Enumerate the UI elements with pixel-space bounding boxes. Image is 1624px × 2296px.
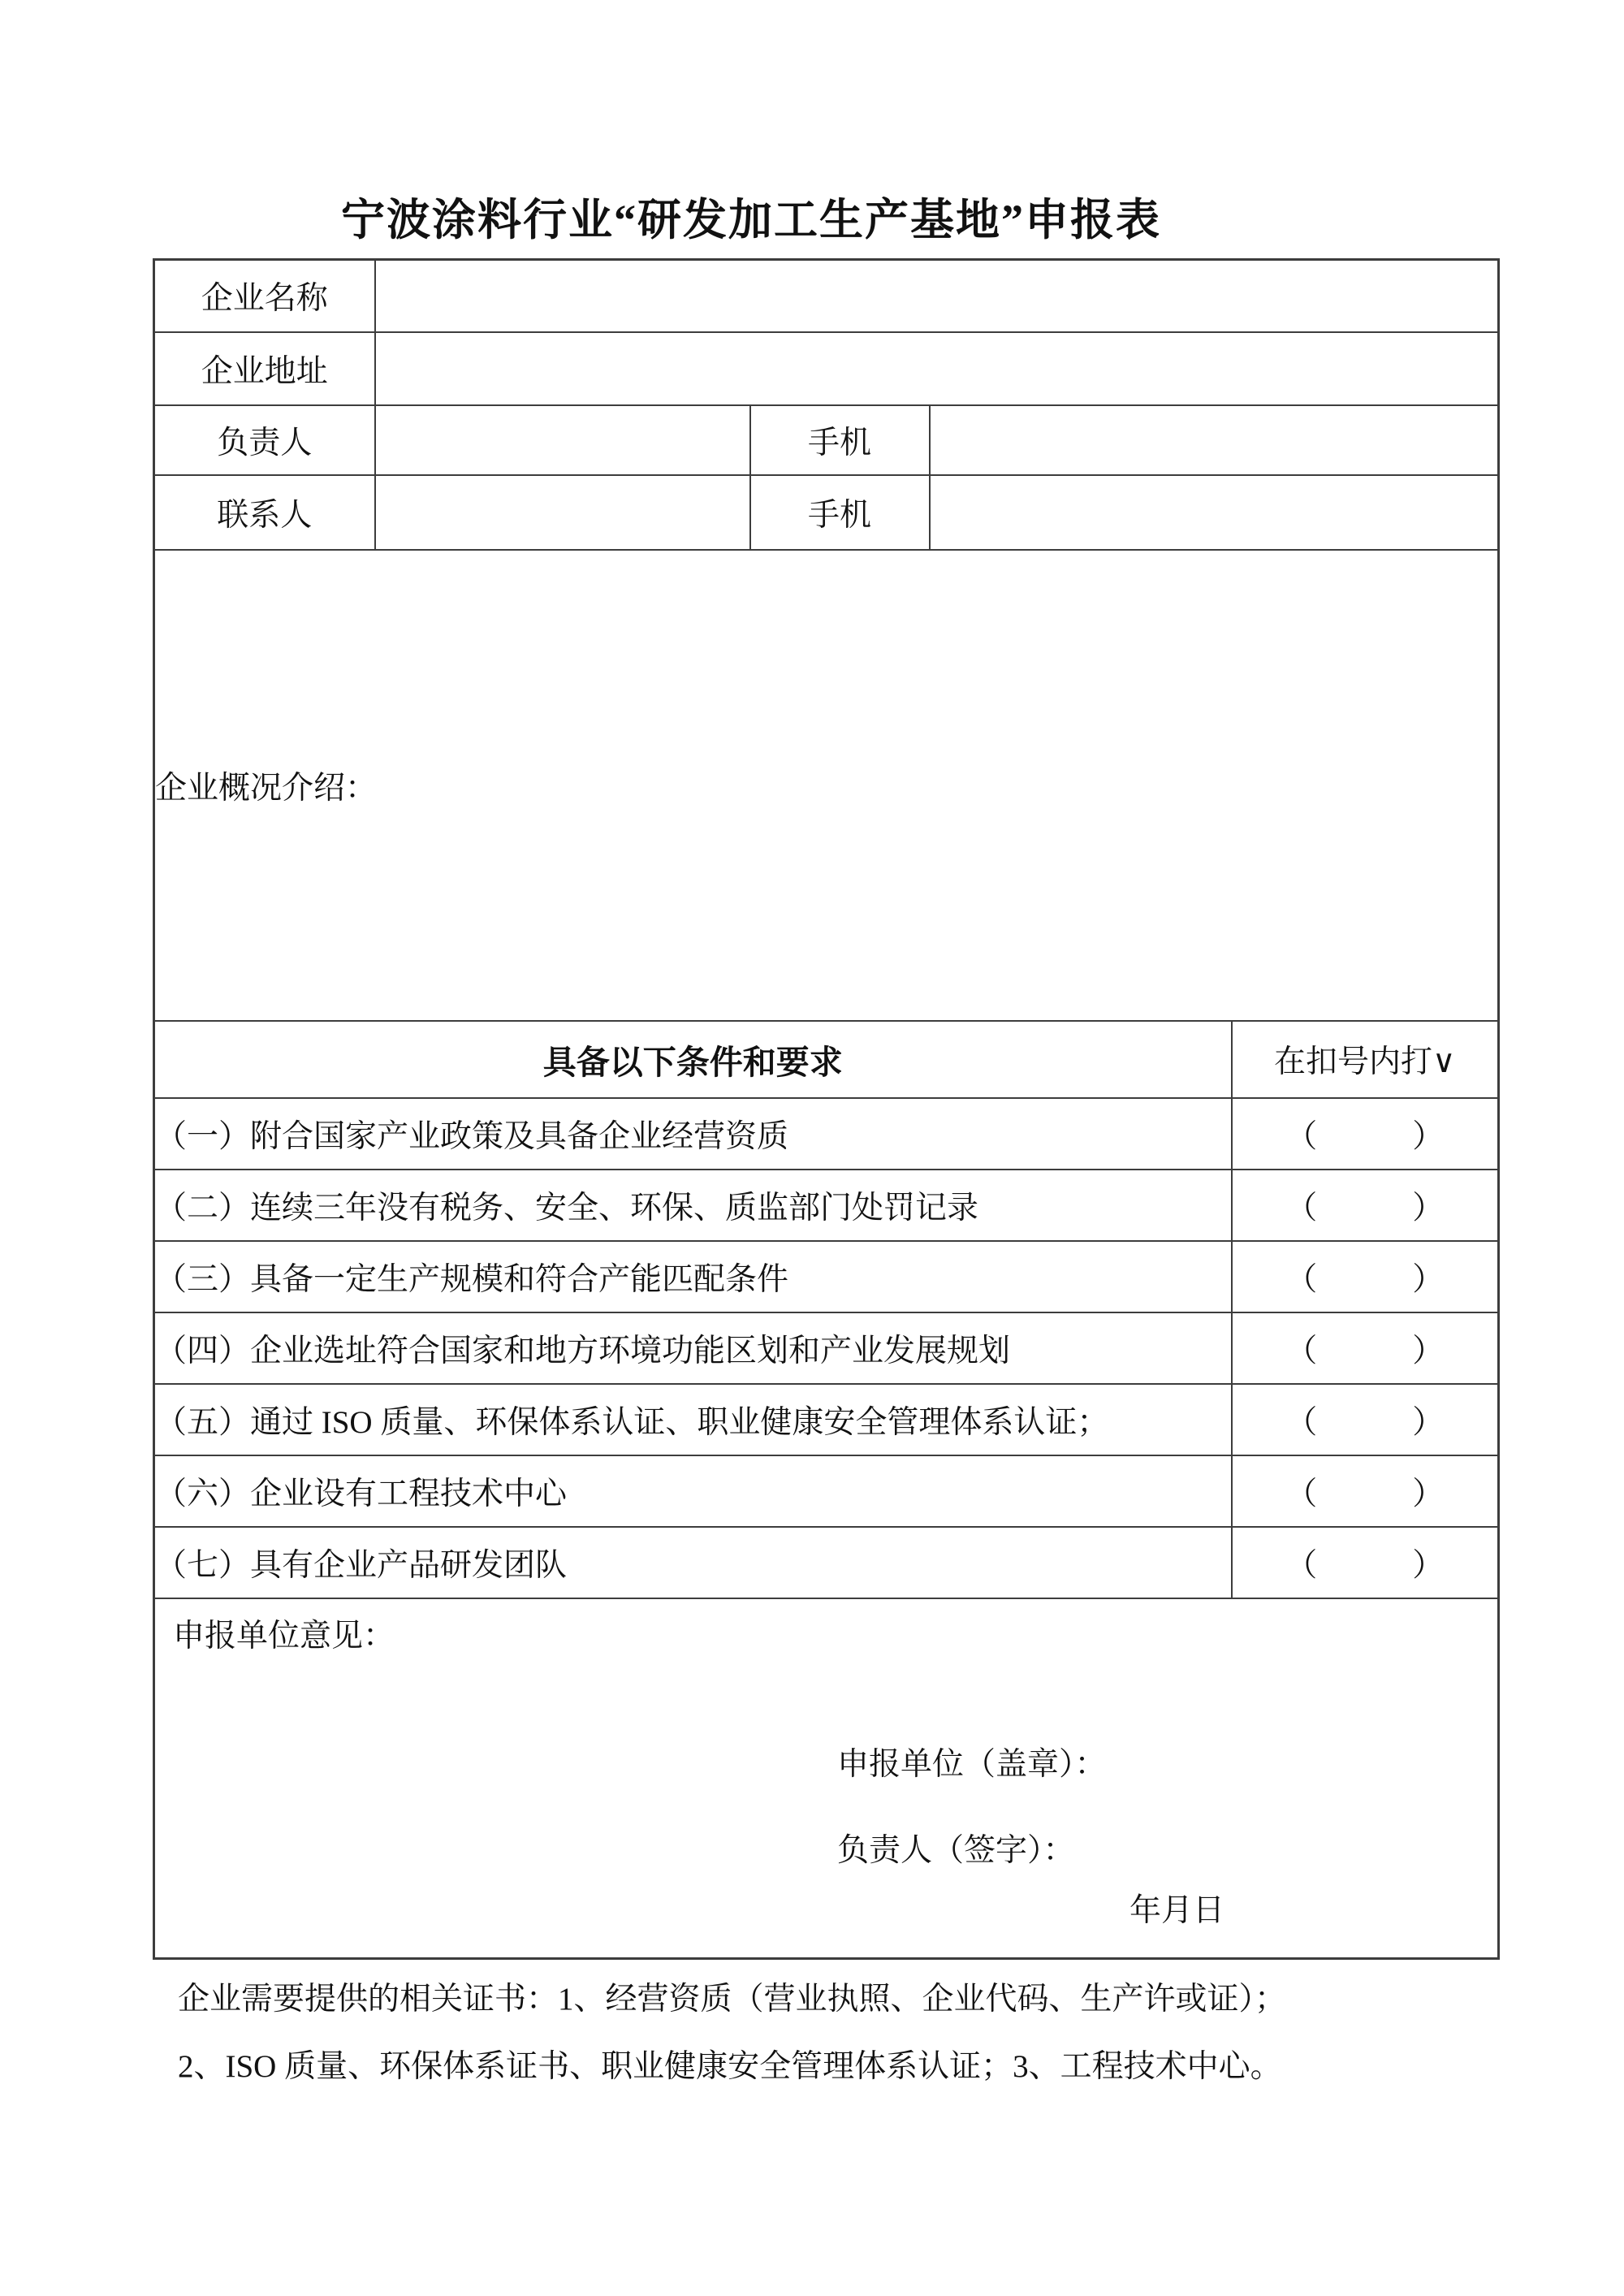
footer-notes (178, 1965, 1542, 2100)
table-row (154, 1021, 1499, 1098)
condition-item-6: （六）企业设有工程技术中心 (154, 1455, 1232, 1527)
company-name-field[interactable] (375, 260, 1499, 332)
footer-note-line-1: 企业需要提供的相关证书：1、经营资质（营业执照、企业代码、生产许或证）； (178, 1982, 1287, 2017)
table-row (154, 1312, 1499, 1384)
table-row (154, 1384, 1499, 1455)
principal-mobile-field[interactable] (930, 405, 1499, 475)
table-row (154, 1527, 1499, 1598)
table-row (154, 260, 1499, 332)
principal-signature-line: 负责人（签字）： (837, 1832, 1075, 1868)
company-address-field[interactable] (375, 332, 1499, 405)
condition-checkbox-5[interactable]: （ ） (1232, 1384, 1499, 1455)
table-row (154, 1241, 1499, 1312)
declaring-unit-seal-line: 申报单位（盖章）： (837, 1746, 1107, 1782)
condition-checkbox-3[interactable]: （ ） (1232, 1241, 1499, 1312)
company-profile-field[interactable] (154, 550, 1499, 1021)
condition-item-7: （七）具有企业产品研发团队 (154, 1527, 1232, 1598)
declaring-unit-opinion-field[interactable] (154, 1598, 1499, 1959)
contact-label: 联系人 (154, 475, 375, 550)
condition-checkbox-4[interactable]: （ ） (1232, 1312, 1499, 1384)
contact-field[interactable] (375, 475, 750, 550)
condition-checkbox-1[interactable]: （ ） (1232, 1098, 1499, 1170)
declaring-unit-opinion-label: 申报单位意见： (173, 1618, 395, 1654)
table-row (154, 1098, 1499, 1170)
table-row (154, 1170, 1499, 1241)
condition-item-4: （四）企业选址符合国家和地方环境功能区划和产业发展规划 (154, 1312, 1232, 1384)
principal-field[interactable] (375, 405, 750, 475)
footer-note-line-2: 2、ISO 质量、环保体系证书、职业健康安全管理体系认证；3、工程技术中心。 (178, 2049, 1282, 2084)
table-row (154, 475, 1499, 550)
company-name-label: 企业名称 (154, 260, 375, 332)
condition-item-1: （一）附合国家产业政策及具备企业经营资质 (154, 1098, 1232, 1170)
page-title: 宁波涂料行业“研发加工生产基地”申报表 (341, 196, 1161, 244)
table-row (154, 332, 1499, 405)
company-profile-label: 企业概况介绍： (155, 770, 378, 806)
table-row (154, 550, 1499, 1021)
conditions-header-left: 具备以下条件和要求 (154, 1021, 1232, 1098)
date-line: 年月日 (1129, 1892, 1225, 1928)
condition-item-5: （五）通过 ISO 质量、环保体系认证、职业健康安全管理体系认证； (154, 1384, 1232, 1455)
company-address-label: 企业地址 (154, 332, 375, 405)
application-form-table (153, 258, 1500, 1960)
contact-mobile-field[interactable] (930, 475, 1499, 550)
condition-item-3: （三）具备一定生产规模和符合产能匹配条件 (154, 1241, 1232, 1312)
conditions-header-right: 在扣号内打∨ (1232, 1021, 1499, 1098)
principal-label: 负责人 (154, 405, 375, 475)
condition-checkbox-7[interactable]: （ ） (1232, 1527, 1499, 1598)
principal-mobile-label: 手机 (750, 405, 930, 475)
contact-mobile-label: 手机 (750, 475, 930, 550)
condition-checkbox-2[interactable]: （ ） (1232, 1170, 1499, 1241)
condition-checkbox-6[interactable]: （ ） (1232, 1455, 1499, 1527)
table-row (154, 1598, 1499, 1959)
table-row (154, 405, 1499, 475)
table-row (154, 1455, 1499, 1527)
condition-item-2: （二）连续三年没有税务、安全、环保、质监部门处罚记录 (154, 1170, 1232, 1241)
